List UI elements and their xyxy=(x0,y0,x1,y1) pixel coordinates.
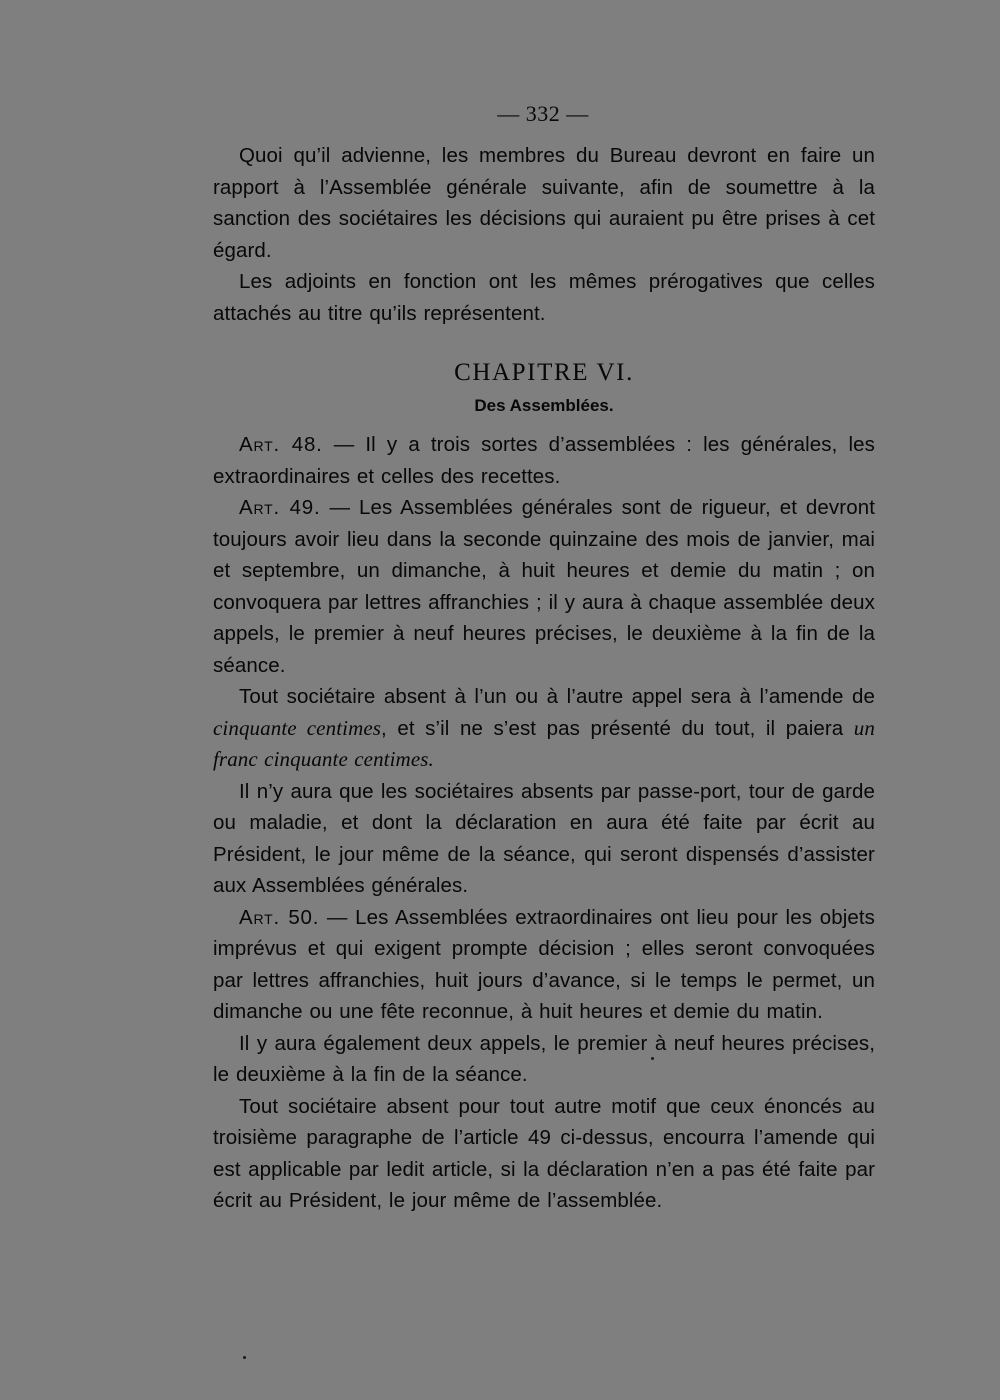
article-49-fine-amount-2: un franc cinquante centimes. xyxy=(213,715,875,771)
article-49-text: — Les Assemblées générales sont de rigueur, et devront toujours avoir lieu dans la seconde quinzaine des mois de janvier, mai et septembre, un dimanche, à huit heures et demie du matin ; on convoquera par lettres affranchies ; il y aura à chaque assemblée deux appels, le premier à neuf heures précises, le deuxième à la fin de la séance. xyxy=(213,496,876,677)
article-49-paragraph-2 xyxy=(213,681,875,776)
article-50 xyxy=(213,902,875,1028)
page-body xyxy=(213,140,875,1217)
article-49-paragraph-3: Il n’y aura que les sociétaires absents par passe-port, tour de garde ou maladie, et dont la déclaration en aura été faite par écrit au Président, le jour même de la séance, qui seront dispensés d’assister aux Assemblées générales. xyxy=(213,779,875,897)
article-49-p2-part2: , et s’il ne s’est pas présenté du tout, il paiera xyxy=(381,716,854,740)
article-48-text: — Il y a trois sortes d’assemblées : les générales, les extraordinaires et celles des recettes. xyxy=(213,433,876,488)
print-speck xyxy=(243,1356,246,1359)
intro-paragraph-2: Les adjoints en fonction ont les mêmes prérogatives que celles attachés au titre qu’ils représentent. xyxy=(213,270,875,325)
article-49-p2-part1: Tout sociétaire absent à l’un ou à l’autre appel sera à l’amende de xyxy=(239,685,875,708)
chapter-title: CHAPITRE VI. xyxy=(454,359,634,386)
article-49 xyxy=(213,492,875,681)
article-48-label: Art. 48. xyxy=(239,433,323,456)
intro-paragraph-1: Quoi qu’il advienne, les membres du Bureau devront en faire un rapport à l’Assemblée générale suivante, afin de soumettre à la sanction des sociétaires les décisions qui auraient pu être prises à cet égard. xyxy=(213,144,875,262)
chapter-subtitle: Des Assemblées. xyxy=(474,396,614,415)
article-49-label: Art. 49. xyxy=(239,496,321,519)
article-48 xyxy=(213,429,875,492)
article-50-paragraph-2: Il y aura également deux appels, le premier à neuf heures précises, le deuxième à la fin de la séance. xyxy=(213,1031,875,1086)
article-50-text: — Les Assemblées extraordinaires ont lieu pour les objets imprévus et qui exigent prompte décision ; elles seront convoquées par lettres affranchies, huit jours d’avance, si le temps le permet, un dimanche ou une fête reconnue, à huit heures et demie du matin. xyxy=(213,905,875,1023)
print-speck xyxy=(651,1057,654,1060)
article-49-fine-amount-1: cinquante centimes xyxy=(213,715,382,740)
article-50-paragraph-3: Tout sociétaire absent pour tout autre motif que ceux énoncés au troisième paragraphe de l’article 49 ci-dessus, encourra l’amende qui est applicable par ledit article, si la déclaration n’en a pas été faite par écrit au Président, le jour même de l’assemblée. xyxy=(213,1094,875,1212)
page-number: — 332 — xyxy=(497,101,589,126)
article-50-label: Art. 50. xyxy=(239,905,320,929)
